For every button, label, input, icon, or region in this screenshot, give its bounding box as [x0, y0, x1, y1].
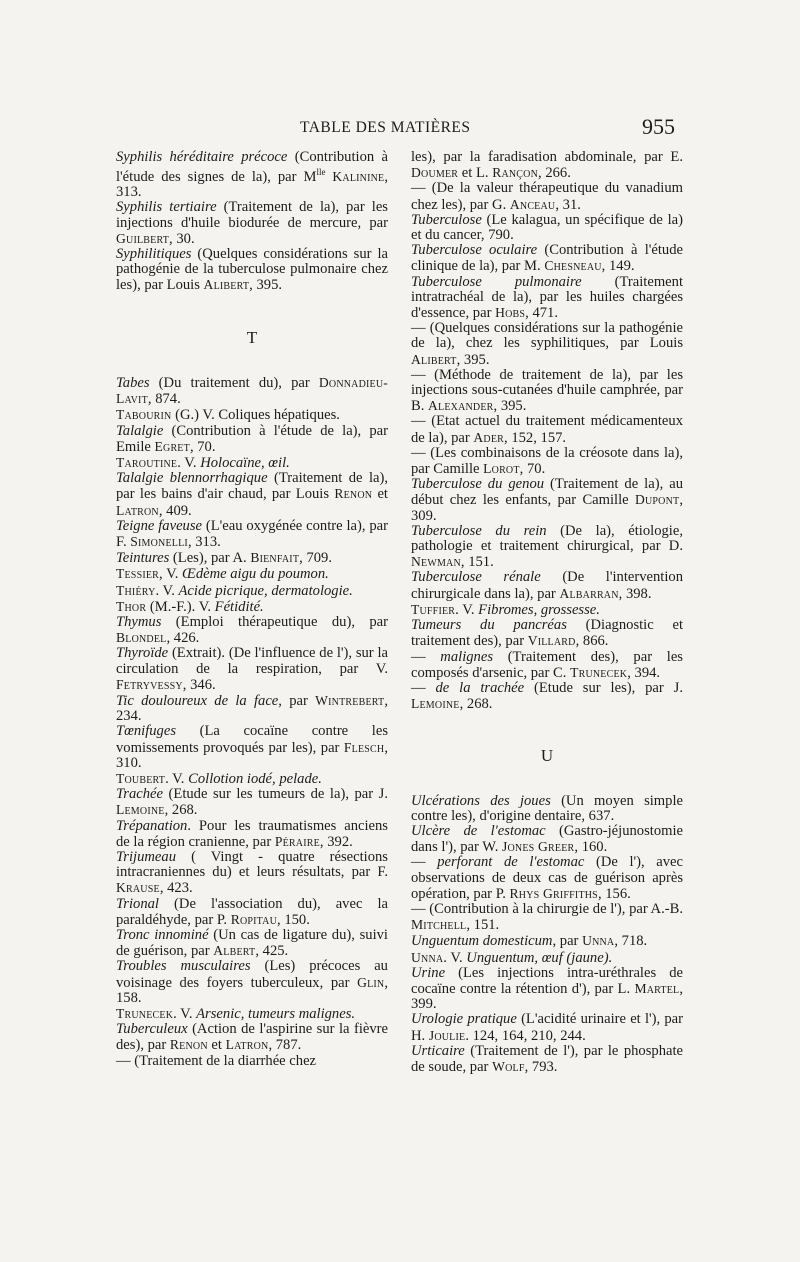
- entry-author-name: Chesneau: [544, 258, 602, 274]
- entry-text: (Le kalagua, un spécifique de la) et du cancer, 790.: [411, 211, 683, 244]
- entry-text: . V.: [443, 949, 467, 966]
- index-entry: [411, 618, 683, 649]
- entry-keyword: Talalgie blennorrhagique: [116, 470, 268, 487]
- entry-text: (M.-F.). V.: [146, 598, 215, 615]
- entry-author-name: Blondel: [116, 630, 167, 646]
- entry-text: (La cocaïne contre les vomissements provoqués par les), par: [116, 723, 388, 756]
- entry-author-name: Albert: [213, 943, 256, 959]
- entry-keyword: Thyroïde: [116, 645, 169, 662]
- index-entry: [411, 650, 683, 681]
- entry-text: (Du traitement du), par: [149, 374, 319, 391]
- entry-author-name: Latron: [116, 502, 159, 518]
- entry-reference: , 395.: [456, 351, 490, 368]
- entry-reference: , 156.: [597, 885, 631, 902]
- entry-text: (Traitement de la), au début chez les enfants, par Camille: [411, 476, 683, 509]
- index-entry: [116, 455, 388, 471]
- entry-author-name: Alibert: [411, 351, 457, 367]
- entry-keyword: Tabes: [116, 374, 150, 391]
- entry-reference: , 313.: [187, 533, 221, 550]
- entry-reference: , 151.: [460, 554, 494, 571]
- entry-author-name: Thor: [116, 598, 147, 614]
- entry-reference: , 398.: [618, 585, 652, 602]
- entry-text: (Les), par A.: [169, 550, 251, 567]
- entry-keyword: perforant de l'estomac: [437, 854, 585, 871]
- index-entry: [116, 615, 388, 646]
- entry-keyword: Syphilitiques: [116, 246, 192, 263]
- entry-keyword: Troubles musculaires: [116, 958, 251, 975]
- index-entry: [411, 368, 683, 415]
- index-entry: [411, 933, 683, 949]
- index-column-right: [411, 150, 683, 1075]
- entry-author-name: Renon: [169, 1037, 208, 1053]
- entry-text: . V.: [455, 601, 479, 618]
- index-entry: [116, 599, 388, 615]
- entry-author-name: Martel: [634, 980, 680, 996]
- index-entry: [411, 213, 683, 243]
- entry-reference: , 866.: [575, 633, 609, 650]
- entry-keyword: Tuberculose pulmonaire: [411, 273, 582, 290]
- entry-text: les), par la faradisation abdominale, par E.: [411, 149, 683, 165]
- entry-keyword: Trijumeau: [116, 848, 177, 865]
- entry-author-name: Anceau: [509, 196, 556, 212]
- entry-author-name: Donnadieu-Lavit: [116, 374, 388, 407]
- index-entry: [116, 850, 388, 897]
- entry-keyword: Tuberculose oculaire: [411, 242, 538, 259]
- index-entry: [116, 583, 388, 599]
- entry-author-name: Wintrebert: [315, 692, 385, 708]
- entry-text: (De l'association du), avec la paraldéhyde, par P.: [116, 895, 388, 928]
- entry-reference: , 392.: [319, 833, 353, 850]
- entry-text: (Traitement de la), par les injections d'huile biodurée de mercure, par: [116, 199, 388, 231]
- entry-reference: , 30.: [169, 230, 195, 247]
- section-letter-u: U: [540, 746, 554, 766]
- entry-text: (Etude sur les), par J.: [524, 679, 683, 696]
- entry-text: — (Quelques considérations sur la pathogénie de la), chez les syphilitiques, par Louis: [411, 320, 683, 352]
- entry-text: (Action de l'aspirine sur la fièvre des), par: [116, 1021, 388, 1054]
- index-entry: [411, 1012, 683, 1043]
- entry-keyword: Tœnifuges: [116, 723, 177, 740]
- entry-text: , par: [278, 692, 316, 709]
- entry-author-name: Flesch: [343, 739, 385, 755]
- entry-author-name: Rançon: [492, 165, 539, 181]
- entry-see-also: Fétidité.: [214, 598, 264, 615]
- entry-text: . V.: [177, 454, 201, 471]
- entry-keyword: Urticaire: [411, 1042, 465, 1059]
- entry-author-name: Péraire: [274, 833, 320, 849]
- entry-author-name: Unna: [411, 949, 444, 965]
- entry-text: ( Vingt - quatre résections intracraniennes du) et leurs résultats, par F.: [116, 848, 388, 881]
- entry-keyword: Tronc innominé: [116, 927, 209, 943]
- entries-s: [116, 150, 388, 294]
- entry-keyword: Tic douloureux de la face: [116, 692, 279, 709]
- entry-reference: et L.: [458, 165, 493, 182]
- entry-text: (L'acidité urinaire et l'), par H.: [411, 1011, 683, 1044]
- entry-keyword: Teigne faveuse: [116, 517, 202, 534]
- entry-author-name: Ropitau: [230, 911, 278, 927]
- entry-keyword: Tumeurs du pancréas: [411, 617, 567, 634]
- entry-text: , par: [552, 933, 583, 950]
- entry-author-name: Alexander: [428, 398, 494, 414]
- entry-reference: , 346.: [182, 676, 216, 693]
- entry-author-name: Trunecek: [116, 1006, 174, 1022]
- entry-text: (Diagnostic et traitement des), par: [411, 617, 683, 650]
- index-entry: [116, 771, 388, 787]
- index-entry: [116, 471, 388, 519]
- entry-keyword: Teintures: [116, 550, 170, 567]
- entry-text: (Gastro-jéjunostomie dans l'), par W.: [411, 822, 684, 856]
- entry-reference: , 149.: [601, 258, 635, 275]
- entry-text: — (De la valeur thérapeutique du vanadium chez les), par G.: [411, 180, 683, 213]
- section-letter-t: T: [246, 327, 258, 347]
- entry-author-name: Lorot: [483, 461, 520, 477]
- entry-author-name: Villard: [527, 633, 576, 649]
- entry-text: (Traitement de la), par les bains d'air chaud, par Louis: [116, 470, 388, 503]
- entry-reference: , 310.: [116, 739, 388, 771]
- index-entry: [411, 150, 683, 181]
- entry-see-also: Holocaïne, œil.: [200, 454, 290, 471]
- index-entry: [116, 693, 388, 724]
- entry-text: . V.: [155, 582, 179, 599]
- index-entry: [116, 200, 388, 247]
- entries-t-continued: [411, 150, 683, 712]
- entry-reference: , 309.: [411, 492, 683, 524]
- entry-author-name: Bienfait: [250, 550, 300, 566]
- index-entry: [411, 477, 683, 524]
- entry-author-name: Simonelli: [130, 533, 188, 549]
- entry-text: . V.: [165, 770, 189, 787]
- entry-keyword: Syphilis héréditaire précoce: [116, 149, 288, 165]
- index-entry: [116, 1022, 388, 1053]
- entry-keyword: Ulcère de l'estomac: [411, 822, 546, 839]
- entry-text: (De la), étiologie, pathologie et traitement chirurgical, par D.: [411, 522, 683, 555]
- entry-author-name: Krause: [116, 880, 160, 896]
- entry-keyword: de la trachée: [435, 679, 525, 696]
- entry-text: (De l'), avec observations de deux cas de guérison après opération, par P.: [411, 854, 684, 902]
- index-entry: [411, 275, 683, 322]
- entry-reference: , 151.: [466, 917, 500, 934]
- entry-author-name: Albarran: [559, 585, 619, 601]
- entry-see-also: Œdème aigu du poumon.: [182, 566, 329, 583]
- index-entry: [116, 150, 388, 200]
- entry-author-name: Renon: [334, 486, 373, 502]
- entry-reference: , 395.: [493, 398, 527, 415]
- entry-text: (Traitement intratrachéal de la), par les huiles chargées d'essence, par: [411, 273, 683, 322]
- entry-keyword: Talalgie: [116, 422, 164, 439]
- index-entry: [411, 446, 683, 477]
- entry-author-name: Guilbert: [116, 230, 170, 246]
- entry-author-name: Lemoine: [411, 696, 460, 712]
- entry-see-also: Collotion iodé, pelade.: [188, 770, 322, 787]
- entries-u: [411, 794, 683, 1076]
- entry-author-name: Latron: [225, 1037, 269, 1053]
- entries-t: [116, 375, 388, 1069]
- entry-reference: , 718.: [614, 933, 648, 950]
- entry-superscript: lle: [316, 167, 326, 178]
- entry-text: (L'eau oxygénée contre la), par F.: [116, 517, 388, 550]
- entry-reference: , 409.: [158, 502, 192, 519]
- entry-text: . Pour les traumatismes anciens de la région cranienne, par: [116, 817, 388, 850]
- entry-text: . V.: [173, 1006, 197, 1023]
- entry-text: — (Contribution à la chirurgie de l'), par A.-B.: [411, 900, 683, 917]
- entry-author-name: Newman: [411, 554, 461, 570]
- index-entry: [116, 787, 388, 818]
- index-entry: [411, 602, 683, 618]
- entry-reference: , 787.: [268, 1037, 302, 1054]
- entry-text: (Un moyen simple contre les), d'origine dentaire, 637.: [411, 792, 683, 824]
- entry-text: (Quelques considérations sur la pathogénie de la tuberculose pulmonaire chez les), par Louis: [116, 246, 388, 294]
- entry-reference: , 471.: [525, 305, 558, 322]
- entry-author-name: Joulie: [428, 1027, 466, 1043]
- entry-reference: , 70.: [189, 438, 216, 455]
- entry-reference: , 399.: [411, 980, 683, 1013]
- entry-text: (Traitement de l'), par le phosphate de soude, par: [411, 1042, 683, 1075]
- entry-see-also: Unguentum, œuf (jaune).: [466, 949, 613, 966]
- entry-keyword: Trional: [116, 895, 159, 912]
- entry-author-name: Hobs: [495, 305, 526, 321]
- entry-keyword: Ulcérations des joues: [411, 792, 551, 809]
- entry-text: (Etude sur les tumeurs de la), par J.: [163, 786, 388, 803]
- entry-author-name: Dupont: [634, 492, 680, 508]
- index-entry: [411, 950, 683, 966]
- index-entry: [411, 824, 683, 855]
- index-entry: [116, 959, 388, 1006]
- entry-text: (Un cas de ligature du), suivi de guérison, par: [116, 927, 388, 960]
- entry-text: (Les injections intra-uréthrales de cocaïne contre la rétention d'), par L.: [411, 964, 683, 997]
- entry-keyword: Urine: [411, 964, 446, 981]
- index-entry: [116, 1054, 388, 1069]
- entry-keyword: Thymus: [116, 613, 162, 630]
- entry-author-name: Ader: [473, 429, 505, 445]
- entry-text: — (Méthode de traitement de la), par les injections sous-cutanées d'huile camphrée, par B.: [411, 366, 683, 415]
- entry-text: (De l'intervention chirurgicale dans la), par: [411, 569, 684, 602]
- entry-author-name: Fetryvessy: [116, 676, 183, 692]
- entry-reference: et: [207, 1037, 226, 1054]
- running-title: TABLE DES MATIÈRES: [300, 119, 471, 136]
- entry-keyword: Syphilis tertiaire: [116, 199, 217, 216]
- entry-text: (Traitement des), par les composés d'arsenic, par C.: [411, 648, 683, 681]
- entry-author-name: Trunecek: [570, 664, 628, 680]
- page-header: [115, 116, 675, 140]
- index-entry: [116, 1006, 388, 1022]
- page-number: 955: [642, 114, 675, 139]
- entry-text: (Contribution à l'étude clinique de la), par M.: [411, 242, 683, 275]
- entry-reference: , 152, 157.: [504, 429, 567, 446]
- entry-keyword: Tuberculose rénale: [411, 569, 541, 586]
- index-entry: [116, 550, 388, 566]
- entry-text: — (Les combinaisons de la créosote dans la), par Camille: [411, 444, 683, 478]
- index-entry: [411, 1044, 683, 1075]
- entry-keyword: Tuberculose du rein: [411, 522, 547, 539]
- entry-reference: , 266.: [538, 165, 571, 182]
- entry-author-name: Doumer: [411, 165, 459, 181]
- entry-author-name: Tessier: [116, 566, 160, 582]
- entry-text: —: [411, 854, 438, 871]
- entry-see-also: Arsenic, tumeurs malignes.: [196, 1006, 356, 1023]
- entry-reference: , 234.: [116, 692, 388, 725]
- entry-keyword: Tuberculose: [411, 211, 482, 228]
- entry-reference: , 395.: [249, 277, 283, 294]
- entry-see-also: Fibromes, grossesse.: [478, 601, 600, 618]
- entry-author-name: Alibert: [203, 277, 250, 293]
- index-entry: [116, 375, 388, 407]
- entry-author-name: Jones Greer: [502, 839, 575, 855]
- entry-reference: , 150.: [277, 911, 310, 928]
- index-entry: [411, 181, 683, 212]
- index-column-left: [116, 150, 388, 1069]
- entry-text: (Extrait). (De l'influence de l'), sur la circulation de la respiration, par V.: [116, 645, 388, 677]
- entry-reference: , 70.: [519, 461, 546, 478]
- entry-text: (Les) précoces au voisinage des foyers tuberculeux, par: [116, 958, 388, 991]
- entry-reference: , 426.: [166, 630, 200, 647]
- entry-text: (G.) V. Coliques hépatiques.: [171, 407, 340, 424]
- entry-reference: , 313.: [116, 169, 389, 201]
- index-entry: [116, 407, 388, 423]
- entry-text: (Contribution à l'étude de la), par Emile: [116, 422, 388, 455]
- entry-keyword: Trépanation: [116, 817, 188, 834]
- entry-author-name: Mitchell: [411, 917, 467, 933]
- index-entry: [411, 570, 683, 601]
- entry-reference: , 268.: [459, 696, 493, 713]
- entry-reference: et: [372, 486, 388, 503]
- index-entry: [116, 424, 388, 455]
- entry-author-name: Unna: [582, 933, 615, 949]
- index-entry: [116, 819, 388, 850]
- entry-reference: , 158.: [116, 974, 388, 1006]
- index-entry: [411, 243, 683, 274]
- entry-text: , V.: [159, 566, 183, 583]
- index-entry: [116, 519, 388, 550]
- entry-see-also: Acide picrique, dermatologie.: [178, 582, 353, 599]
- entry-text: — (Traitement de la diarrhée chez: [116, 1052, 317, 1069]
- entry-author-name: Lemoine: [116, 802, 165, 818]
- entry-text: (Contribution à l'étude des signes de la), par M: [116, 149, 389, 186]
- index-entry: [411, 524, 683, 571]
- index-entry: [116, 247, 388, 294]
- entry-author-name: Taroutine: [116, 454, 178, 470]
- entry-keyword: Trachée: [116, 786, 164, 803]
- index-entry: [411, 855, 683, 902]
- entry-reference: , 160.: [574, 839, 608, 856]
- index-entry: [411, 794, 683, 824]
- entry-keyword: Urologie pratique: [411, 1011, 517, 1028]
- entry-text: —: [411, 648, 441, 665]
- entry-reference: , 268.: [164, 802, 198, 819]
- index-entry: [411, 321, 683, 368]
- index-entry: [116, 928, 388, 959]
- entry-text: — (Etat actuel du traitement médicamenteux de la), par: [411, 413, 683, 446]
- entry-author-name: Tabourin: [116, 407, 172, 423]
- entry-reference: , 31.: [555, 196, 581, 213]
- entry-reference: , 793.: [524, 1058, 558, 1075]
- entry-reference: , 874.: [147, 391, 181, 408]
- entry-keyword: Tuberculeux: [116, 1021, 188, 1038]
- entry-reference: , 709.: [299, 550, 332, 567]
- entry-reference: , 423.: [159, 880, 193, 897]
- entry-author-name: Kalinine: [325, 169, 385, 185]
- entry-author-name: Thiéry: [116, 582, 156, 598]
- index-entry: [116, 897, 388, 928]
- index-entry: [411, 681, 683, 712]
- index-entry: [116, 646, 388, 693]
- entry-keyword: malignes: [440, 648, 493, 665]
- entry-text: (Emploi thérapeutique du), par: [161, 613, 388, 630]
- entry-author-name: Toubert: [116, 770, 166, 786]
- entry-reference: , 425.: [255, 943, 289, 960]
- entry-author-name: Wolf: [492, 1058, 525, 1074]
- index-entry: [116, 566, 388, 582]
- entry-reference: . 124, 164, 210, 244.: [465, 1027, 586, 1044]
- entry-keyword: Unguentum domesticum: [411, 933, 553, 950]
- entry-author-name: Glin: [357, 974, 385, 990]
- index-entry: [411, 902, 683, 933]
- entry-author-name: Tuffier: [411, 601, 456, 617]
- entry-author-name: Egret: [154, 438, 190, 454]
- entry-text: —: [411, 679, 436, 696]
- index-entry: [411, 966, 683, 1013]
- index-entry: [116, 724, 388, 771]
- index-entry: [411, 414, 683, 445]
- entry-reference: , 394.: [627, 664, 661, 681]
- entry-keyword: Tuberculose du genou: [411, 476, 545, 493]
- entry-author-name: Rhys Griffiths: [509, 885, 598, 901]
